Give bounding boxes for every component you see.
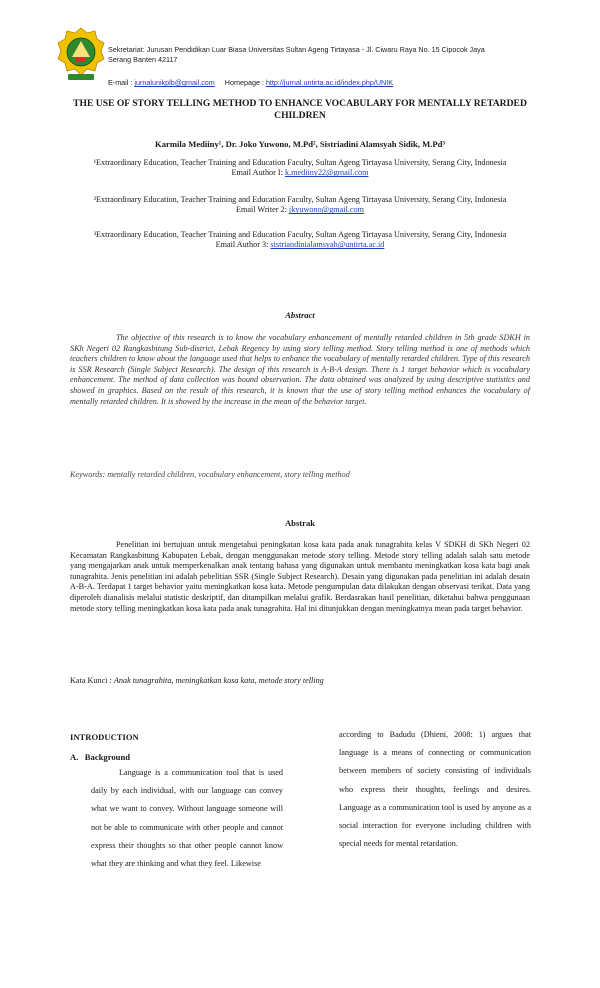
background-subheading: A. Background [70,752,131,762]
kata-kunci [70,676,530,685]
author-email-link[interactable]: k.mediiny22@gmail.com [284,168,369,178]
affiliation-1 [70,158,530,179]
author-email-link[interactable]: sistriandinialamsyah@untirta.ac.id [270,240,385,250]
affiliation-text: ³Extraordinary Education, Teacher Training and Education Faculty, Sultan Ageng Tirtayasa University, Serang City, Indonesia [93,230,507,239]
header-secretariat: Sekretariat: Jurusan Pendidikan Luar Biasa Universitas Sultan Ageng Tirtayasa - Jl. Ciwaru Raya No. 15 Cipocok Jaya Serang Banten 42117 [108,45,485,64]
introduction-heading: INTRODUCTION [70,732,139,742]
affiliation-3 [70,230,530,251]
intro-left-column: Language is a communication tool that is used daily by each individual, with our language can convey what we want to convey. Without language someone will not be able to communicate with other people and cannot express their thoughts so that other people cannot know what they are thinking and what they feel. Likewise [91,768,283,869]
abstrak-heading: Abstrak [284,518,316,528]
homepage-label: Homepage : [224,78,264,87]
author-email-link[interactable]: jkyuwono@gmail.com [288,205,365,215]
homepage-link[interactable]: http://jurnal.untirta.ac.id/index.php/UNIK [265,78,393,87]
email-label: Email Author 3: [215,240,269,250]
kata-kunci-label: Kata Kunci : [70,676,112,685]
abstract-text: The objective of this research is to know the vocabulary enhancement of mentally retarded children in 5th grade SDKH in SKh Negeri 02 Rangkasbitung Sub-district, Lebak Regency by using story telling method. Story telling method is one of methods which teachers children to know about the language used that helps to enhance the vocabulary of mentally retarded children. Type of this research is SSR Research (Single Subject Research). The design of this research is A-B-A design. There is 1 target behavior which is vocabulary enhancement. The method of data collection was bound observation. The data obtained was analyzed by using descriptive statistics and showed in graphics. Based on the result of this research, it is known that the use of story telling method enhances the vocabulary of mentally retarded children. It is showed by the increase in the mean of the behavior target. [70,333,530,406]
intro-right-column: according to Badudu (Dhieni, 2008: 1) argues that language is a means of connecting or communication between members of society consisting of individuals who express their thoughts, feelings and desires. Language as a communication tool is used by anyone as a social interaction for everyone including children with special needs for mental retardation. [339,730,531,849]
author-list: Karmila Mediiny¹, Dr. Joko Yuwono, M.Pd², Sistriadini Alamsyah Sidik, M.Pd³ [155,139,445,149]
email-label: Email Author I: [231,168,283,178]
abstract-heading: Abstract [285,310,315,320]
paper-title: THE USE OF STORY TELLING METHOD TO ENHANCE VOCABULARY FOR MENTALLY RETARDED CHILDREN [73,98,527,121]
email-label: E-mail : [108,78,133,87]
affiliation-2 [70,195,530,216]
kata-kunci-value: Anak tunagrahita, meningkatkan kosa kata, metode story telling [113,676,324,685]
university-logo [56,27,106,81]
email-label: Email Writer 2: [235,205,287,215]
affiliation-text: ²Extraordinary Education, Teacher Training and Education Faculty, Sultan Ageng Tirtayasa University, Serang City, Indonesia [93,195,507,204]
email-link[interactable]: jurnalunikplb@gmail.com [134,78,215,87]
header-contacts [108,78,548,88]
keywords: Keywords: mentally retarded children, vocabulary enhancement, story telling method [70,470,350,479]
abstrak-text: Penelitian ini bertujuan untuk mengetahui peningkatan kosa kata pada anak tunagrahita kelas V SDKH di SKh Negeri 02 Kecamatan Rangkasbitung Kabupaten Lebak, dengan menggunakan metode story telling. Metode story telling adalah salah satu metode yang mengajarkan anak untuk memperkenalkan anak tentang bahasa yang digunakan untuk membantu meningkatkan kosa kata bagi anak tunagrahita. Jenis penelitian ini adalah pebelitian SSR (Single Subject Research). Desain yang digunakan pada penelitian ini adalah desain A-B-A. Terdapat 1 target behavior yaitu meningkatkan kosa kata. Metode pengumpulan data dilakukan dengan observasi terikat. Data yang diperoleh dianalisis melalui statistic deskriptif, dan ditampilkan melalui grafik. Berdasrakan hasil penelitian, diketahui bahwa penggunaan metode story telling meningkatkan kosa kata pada anak tunagrahita. Hal ini ditunjukkan dengan meningkatnya mean pada target behavior. [70,540,530,613]
affiliation-text: ¹Extraordinary Education, Teacher Training and Education Faculty, Sultan Ageng Tirtayasa University, Serang City, Indonesia [93,158,507,167]
